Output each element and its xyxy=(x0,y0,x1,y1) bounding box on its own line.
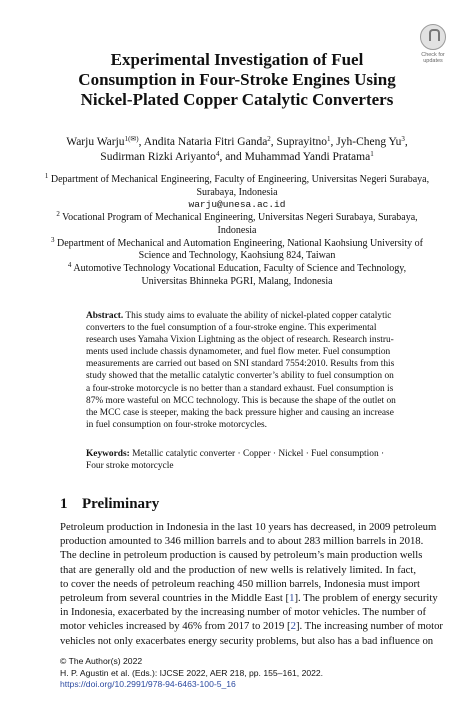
affiliation-text: Automotive Technology Vocational Education, Faculty of Science and Technology, xyxy=(73,262,407,274)
title-line: Nickel-Plated Copper Catalytic Converters xyxy=(80,90,394,109)
abstract-line: research uses Yamaha Vixion Lightning as the object of research. Research instru- xyxy=(86,335,394,346)
citation-info: H. P. Agustin et al. (Eds.): IJCSE 2022, AER 218, pp. 155–161, 2022. xyxy=(60,667,324,678)
affiliation-4 xyxy=(40,260,434,276)
body-line: that are generally old and the production of new wells is relatively limited. In fact, xyxy=(60,563,416,576)
abstract-line: a four-stroke motorcycle is no better than a standard exhaust. Fuel consumption is xyxy=(86,383,394,394)
body-line: to cover the needs of petroleum reaching 450 million barrels, Indonesia must import xyxy=(60,577,421,590)
body-line xyxy=(60,619,443,633)
affiliation-3-cont: Science and Technology, Kaohsiung 824, Taiwan xyxy=(138,250,336,262)
author-mark: 4 xyxy=(215,150,220,158)
body-text: ]. The increasing number of motor xyxy=(295,620,443,633)
affiliation-1 xyxy=(40,174,434,187)
author-mark: 3 xyxy=(401,135,405,143)
affiliation-number: 1 xyxy=(44,172,49,180)
body-text: petroleum from several countries in the Middle East [ xyxy=(60,592,290,605)
abstract-line: in fuel consumption on four-stroke motorcycles. xyxy=(86,419,268,430)
author-email[interactable]: warju@unesa.ac.id xyxy=(188,199,286,211)
body-text: motor vehicles increased by 46% from 2017 to 2019 [ xyxy=(60,620,291,633)
authors-line1: Warju Warju$^{1(✉)}$, Andita Nataria Fitri Ganda$^2$, Suprayitno$^1$, Jyh-Cheng Yu$^3$, xyxy=(66,135,408,148)
section-heading xyxy=(60,495,159,513)
keywords-line: Four stroke motorcycle xyxy=(86,461,174,472)
citation-link[interactable]: 2 xyxy=(290,620,296,633)
affiliation-2 xyxy=(40,212,434,225)
body-line: The decline in petroleum production is caused by petroleum’s main production wells xyxy=(60,549,423,562)
body-line: vehicles not only exacerbates energy security problems, but also has a bad influence on xyxy=(60,634,434,647)
title-line: Experimental Investigation of Fuel xyxy=(110,50,364,69)
affiliation-number: 4 xyxy=(67,260,72,269)
author-mark: 1(✉) xyxy=(124,135,139,143)
abstract-line: ments used include chassis dynamometer, and fuel flow meter. Fuel consumption xyxy=(86,347,391,358)
footer xyxy=(60,656,323,691)
keywords-label: Keywords: xyxy=(86,449,130,459)
section-title: Preliminary xyxy=(82,496,160,512)
author-list xyxy=(40,135,434,165)
copyright-notice: © The Author(s) 2022 xyxy=(60,656,143,666)
affiliation-text: Department of Mechanical and Automation Engineering, National Kaohsiung University of xyxy=(56,237,423,249)
abstract-line: the MCC case is steeper, making the back pressure higher and causing an increase xyxy=(86,407,394,418)
author-mark: 1 xyxy=(370,150,374,158)
keywords-text: Metallic catalytic converter · Copper · Nickel · Fuel consumption · xyxy=(129,449,385,459)
affiliation-1-cont: Surabaya, Indonesia xyxy=(196,186,278,198)
abstract-line: measurements are carried out based on SNI standard 7554:2010. Results from this xyxy=(86,359,395,370)
citation-link[interactable]: 1 xyxy=(289,592,295,605)
affiliation-number: 3 xyxy=(50,235,55,244)
affiliation-text: Department of Mechanical Engineering, Faculty of Engineering, Universitas Negeri Surabaya, xyxy=(50,174,430,185)
body-paragraph xyxy=(60,520,443,648)
affiliation-text: Vocational Program of Mechanical Engineering, Universitas Negeri Surabaya, Surabaya, xyxy=(62,212,418,224)
author-mark: 2 xyxy=(267,135,271,143)
abstract-line: study showed that the metallic catalytic converter’s ability to fuel consumption on xyxy=(86,371,394,382)
paper-title xyxy=(40,50,434,110)
body-line: Petroleum production in Indonesia in the last 10 years has decreased, in 2009 petroleum xyxy=(60,521,437,533)
abstract-line xyxy=(86,310,392,322)
abstract-text: This study aims to evaluate the ability of nickel-plated copper catalytic xyxy=(123,311,392,321)
authors-line2: Sudirman Rizki Ariyanto$^4$, and Muhammad Yandi Pratama$^1$ xyxy=(100,150,374,163)
keywords xyxy=(86,448,392,472)
badge-line1: Check for xyxy=(421,52,445,58)
affiliation-number: 2 xyxy=(56,210,60,219)
doi-link[interactable]: https://doi.org/10.2991/978-94-6463-100-5_16 xyxy=(60,679,236,689)
abstract xyxy=(86,310,396,431)
title-line: Consumption in Four-Stroke Engines Using xyxy=(78,70,396,89)
abstract-line: 87% more wasteful on MCC technology. This is because the shape of the outlet on xyxy=(86,395,396,406)
body-text: ]. The problem of energy security xyxy=(294,592,438,605)
bookmark-icon xyxy=(420,24,446,50)
affiliations xyxy=(40,174,434,288)
section-number: 1 xyxy=(60,496,68,512)
abstract-line: converters to the fuel consumption of a four-stroke engine. This experimental xyxy=(86,323,377,334)
badge-line2: updates xyxy=(423,58,443,64)
keywords-line xyxy=(86,448,392,460)
author-mark: 1 xyxy=(327,135,331,143)
body-line: production amounted to 346 million barrels and to about 283 million barrels in 2018. xyxy=(60,535,424,548)
abstract-label: Abstract. xyxy=(86,311,124,321)
affiliation-4-cont: Universitas Bhinneka PGRI, Malang, Indonesia xyxy=(141,275,333,287)
body-line: in Indonesia, exacerbated by the increasing number of motor vehicles. The number of xyxy=(60,606,427,619)
affiliation-2-cont: Indonesia xyxy=(217,224,257,236)
body-line xyxy=(60,591,438,605)
affiliation-3 xyxy=(40,235,434,251)
